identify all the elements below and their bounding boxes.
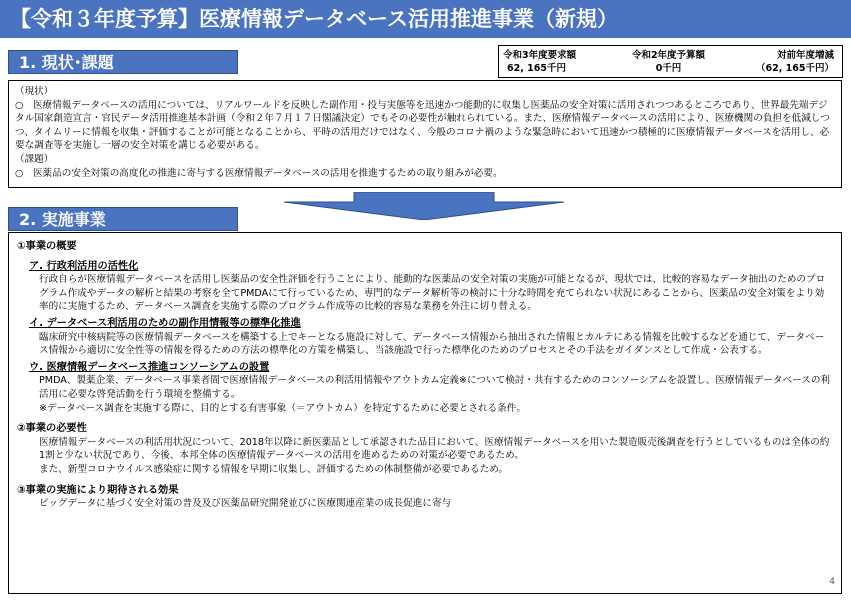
issue-label: （課題） [15, 153, 54, 165]
section1-content [8, 80, 842, 188]
item-c-text: PMDA、製薬企業、データベース事業者間で医療情報データベースの利活用情報やアウトカム定義※について検討・共有するためのコンソーシアムを設置し、医療情報データベースの利活用に必要な啓発活動を行う環境を整備する。 [39, 375, 831, 400]
item-a-text: 行政自らが医療情報データベースを活用し医薬品の安全性評価を行うことにより、能動的な医薬品の安全対策の実施が可能となるが、現状では、比較的容易なデータ抽出のためのプログラム作成やデータの解析と結果の考察を全てPMDAにて行っているため、専門的なデータ解析等の検討に十分な時間を充てられない状況にあることから、医薬品の安全対策をより効率的に実施するため、データベース調査を実施する際のプログラム作成等の比較的容易な業務を外注に切り替える。 [39, 274, 826, 313]
budget-difference-value: （62, 165千円） [756, 63, 834, 74]
current-status-text: ○ 医療情報データベースの活用については、リアルワールドを反映した副作用・投与実態等を迅速かつ能動的に収集し医薬品の安全対策に活用されつつあるところであり、世界最先端デジタル国家創造宣言・官民データ活用推進基本計画（令和２年７月１７日閣議決定）でもその必要性が触れられている。また、医療情報データベースの活用により、医療機関の負担を低減しつつ、タイムリーに情報を収集・評価することが可能となることから、平時の活用だけではなく、今般のコロナ禍のような緊急時において迅速かつ積極的に医療情報データベースを活用し、必要な調査等を実施し一層の安全対策を講じる必要がある。 [15, 99, 830, 152]
current-status-label: （現状） [15, 86, 54, 97]
page-number: 4 [829, 577, 835, 587]
budget-difference-label: 対前年度増減 [776, 50, 834, 61]
section1-header: 1. 現状･課題 [8, 50, 238, 74]
overview-heading: ①事業の概要 [17, 241, 77, 252]
budget-table [498, 45, 843, 78]
necessity-text-2: また、新型コロナウイルス感染症に関する情報を早期に収集し、評価するための体制整備が必要であるため。 [39, 463, 509, 475]
section2-header: 2. 実施事業 [8, 207, 238, 231]
item-c-title: ウ. 医療情報データベース推進コンソーシアムの設置 [29, 361, 270, 373]
item-c-note: ※データベース調査を実施する際に、目的とする有害事象（＝アウトカム）を特定するために必要とされる条件。 [39, 402, 526, 414]
budget-difference [725, 46, 842, 77]
section2-content [8, 232, 842, 594]
necessity-heading: ②事業の必要性 [17, 423, 87, 435]
necessity-text-1: 医療情報データベースの利活用状況について、2018年以降に新医薬品として承認された品目において、医療情報データベースを用いた製造販売後調査を行うとしているものは全体の約1割と少ない状況であり、今後、本邦全体の医療情報データベースの活用を進めるための対策が必要であるため。 [39, 436, 830, 462]
item-b-text: 臨床研究中核病院等の医療情報データベースを構築する上でキーとなる施設に対して、データベース情報から抽出された情報とカルテにある情報を比較するなどを通じて、データベース情報から適切に安全性等の情報を得るための方法の標準化の方策を構築し、当該施設で行った標準化のためのプロセスとその手法をガイダンスとして作成・公表する。 [39, 331, 825, 357]
budget-current-year-label: 令和3年度要求額 [503, 50, 577, 61]
page-title: 【令和３年度予算】医療情報データベース活用推進事業（新規） [0, 0, 851, 38]
item-a-title: ア. 行政利活用の活性化 [29, 260, 139, 272]
budget-current-year-value: 62, 165千円 [507, 63, 566, 74]
effect-text: ビッグデータに基づく安全対策の普及及び医薬品研究開発並びに医療関連産業の成長促進に寄与 [39, 498, 452, 510]
budget-previous-year-label: 令和2年度予算額 [631, 50, 706, 61]
down-arrow-icon [284, 192, 564, 220]
issue-text: ○ 医薬品の安全対策の高度化の推進に寄与する医療情報データベースの活用を推進するための取り組みが必要。 [15, 167, 503, 179]
budget-current-year [499, 46, 612, 77]
budget-previous-year-value: 0千円 [655, 63, 682, 74]
item-b-title: イ. データベース利活用のための副作用情報等の標準化推進 [29, 317, 301, 329]
budget-previous-year [612, 46, 725, 77]
effect-heading: ③事業の実施により期待される効果 [17, 484, 179, 496]
